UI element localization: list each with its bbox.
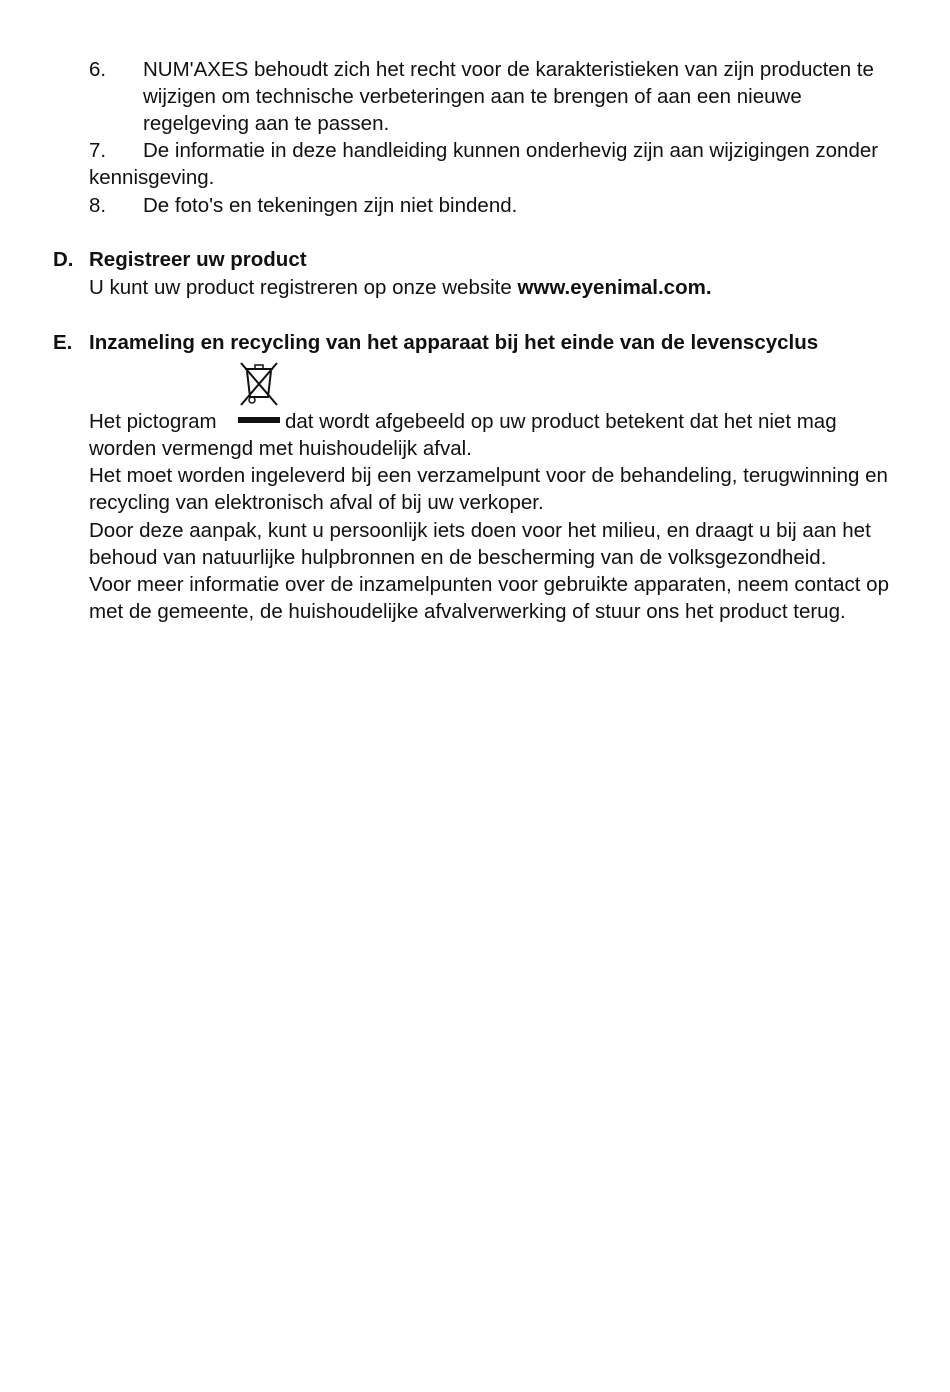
paragraph-line: met de gemeente, de huishoudelijke afvalverwerking of stuur ons het product terug.	[89, 600, 846, 623]
paragraph-line: Het moet worden ingeleverd bij een verzamelpunt voor de behandeling, terugwinning en	[89, 464, 888, 487]
pictogram-line-start: Het pictogram	[89, 410, 217, 433]
section-text	[89, 274, 712, 301]
website-link[interactable]: www.eyenimal.com.	[517, 276, 712, 299]
paragraph-line: behoud van natuurlijke hulpbronnen en de bescherming van de volksgezondheid.	[89, 546, 827, 569]
paragraph-line: Door deze aanpak, kunt u persoonlijk iets doen voor het milieu, en draagt u bij aan het	[89, 519, 871, 542]
list-item-number: 7.	[89, 139, 107, 162]
section-heading: Registreer uw product	[89, 248, 307, 271]
register-text: U kunt uw product registreren op onze website	[89, 276, 512, 299]
list-item-number: 8.	[89, 194, 107, 217]
list-item-number: 6.	[89, 58, 107, 81]
list-item-text: kennisgeving.	[89, 166, 215, 189]
list-item-text: regelgeving aan te passen.	[143, 112, 390, 135]
list-item-text: De informatie in deze handleiding kunnen onderhevig zijn aan wijzigingen zonder	[143, 139, 879, 162]
paragraph-line: worden vermengd met huishoudelijk afval.	[89, 437, 472, 460]
list-item-text: wijzigen om technische verbeteringen aan te brengen of aan een nieuwe	[143, 85, 802, 108]
list-item-text: De foto's en tekeningen zijn niet bindend.	[143, 194, 518, 217]
section-heading: Inzameling en recycling van het apparaat bij het einde van de levenscyclus	[89, 331, 819, 354]
list-item-text: NUM'AXES behoudt zich het recht voor de karakteristieken van zijn producten te	[143, 58, 874, 81]
paragraph-line: recycling van elektronisch afval of bij uw verkoper.	[89, 491, 544, 514]
section-letter: E.	[53, 331, 73, 354]
crossed-out-wheelie-bin-icon	[235, 355, 283, 427]
section-letter: D.	[53, 248, 74, 271]
paragraph-line: Voor meer informatie over de inzamelpunten voor gebruikte apparaten, neem contact op	[89, 573, 889, 596]
pictogram-line-end: dat wordt afgebeeld op uw product betekent dat het niet mag	[285, 410, 837, 433]
